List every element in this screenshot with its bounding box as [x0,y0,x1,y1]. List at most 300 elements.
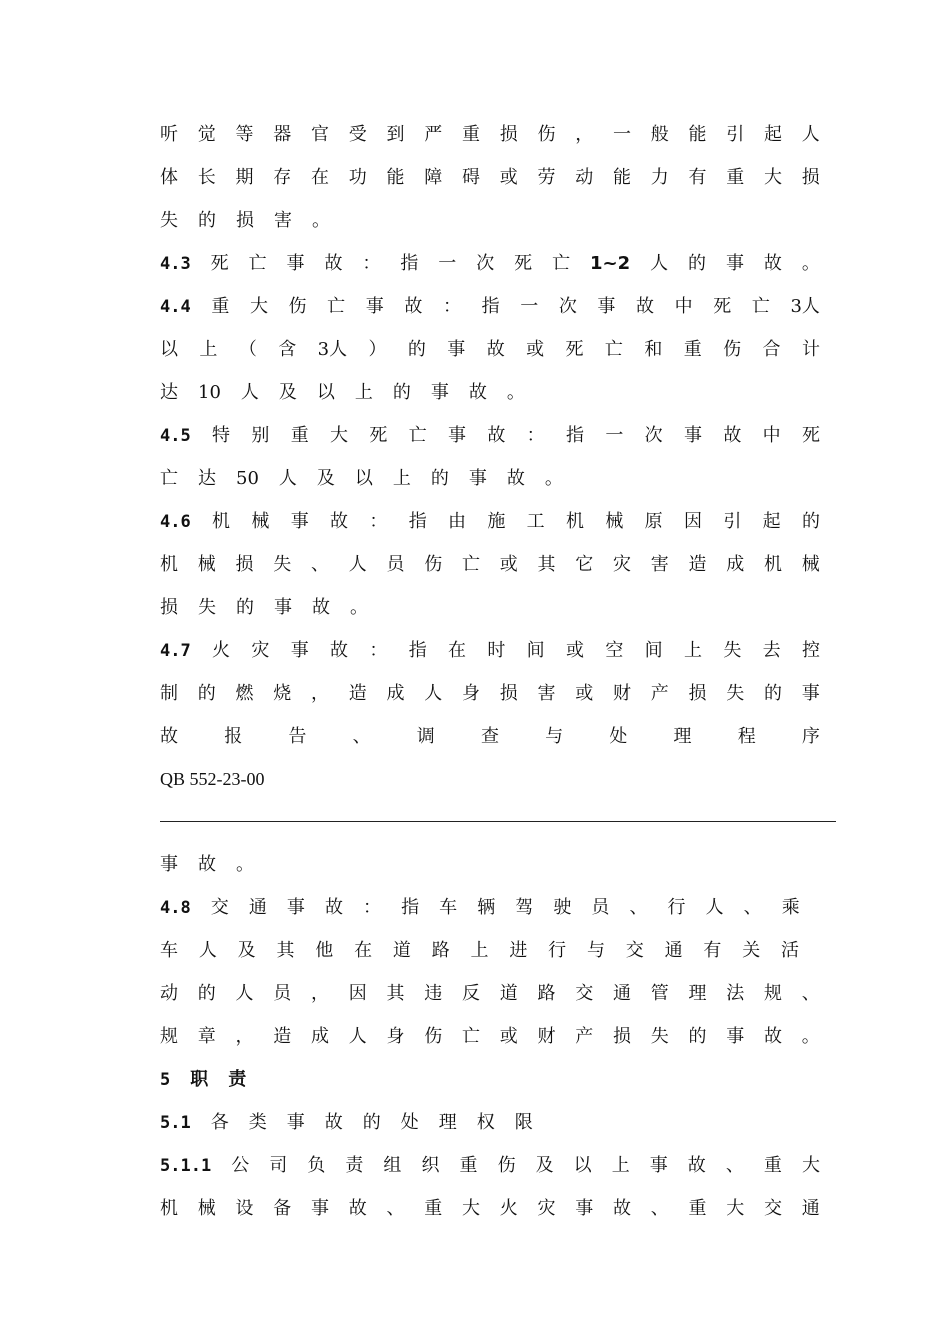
text-token: 成 [311,1026,329,1047]
text-token: 有 [703,940,722,961]
text-token: 般 [650,124,669,145]
text-token: 查 [480,726,499,747]
text-token: 司 [269,1155,288,1176]
text-token: 的 [688,1026,707,1047]
text-token: 亡 [248,253,267,274]
text-token: 人 [240,382,259,403]
text-line [160,421,820,451]
text-token: 达 [198,468,216,489]
text-token: 故 [198,854,216,875]
text-token: 财 [537,1026,556,1047]
text-line [160,249,820,279]
text-token: 次 [476,253,495,274]
text-token: 达 [160,382,178,403]
text-token: 能 [688,124,707,145]
text-token: 或 [499,167,518,188]
text-line [160,378,820,408]
text-token: 限 [514,1112,533,1133]
text-token: 指 [400,253,419,274]
text-token: 重 [211,296,230,317]
text-token: 各 [210,1112,229,1133]
text-token: 事 [726,1026,745,1047]
text-token: 人 [705,897,724,918]
text-token: 损 [688,683,707,704]
text-token: 故 [763,253,782,274]
text-token: 4.4 [160,297,191,317]
text-token: 人 [235,983,254,1004]
text-token: 故 [486,339,505,360]
text-line [160,335,820,365]
text-token: 觉 [197,124,216,145]
text-token: 事 [725,253,744,274]
text-token: 事 [683,425,702,446]
text-line [160,464,820,494]
text-token: 与 [586,940,605,961]
text-token: 以 [354,468,373,489]
text-token: 处 [400,1112,419,1133]
text-token: 灾 [537,1198,556,1219]
text-token: 1~2 [590,253,631,274]
text-token: 的 [362,1112,381,1133]
text-token: 员 [386,554,405,575]
text-token: 因 [348,983,367,1004]
text-token: 亡 [462,554,480,575]
text-token: 的 [197,983,216,1004]
text-token: 到 [386,124,405,145]
text-token: 的 [688,253,707,274]
text-token: 。 [801,253,820,274]
text-token: 事 [286,253,305,274]
text-token: 或 [499,554,518,575]
text-token: 道 [499,983,518,1004]
text-token: 故 [764,1026,782,1047]
text-token: 人 [348,554,367,575]
text-token: 听 [160,124,178,145]
text-token: 长 [197,167,216,188]
text-token: 事 [160,854,178,875]
text-token: 的 [407,339,426,360]
text-token: 机 [160,554,178,575]
text-token: 故 [324,253,343,274]
text-token: 大 [726,1198,745,1219]
text-token: ， [575,124,594,145]
text-token: 故 [404,296,423,317]
text-token: 火 [212,640,231,661]
text-token: 体 [160,167,178,188]
text-token: 死 [210,253,229,274]
text-token: 人 [424,683,443,704]
text-token: 器 [273,124,292,145]
text-token: 合 [762,339,781,360]
text-token: 因 [683,511,702,532]
text-token: 、 [629,897,648,918]
text-token: 通 [613,983,631,1004]
text-token: 起 [762,511,781,532]
text-token: 亡 [408,425,427,446]
text-token: 失 [726,683,745,704]
text-token: 失 [723,640,742,661]
text-token: 路 [431,940,450,961]
text-token: 存 [273,167,292,188]
text-token: 故 [468,382,487,403]
text-token: 及 [316,468,335,489]
text-token: 。 [506,382,525,403]
text-token: ： [362,253,381,274]
text-token: ： [369,640,388,661]
text-token: 重 [688,1198,707,1219]
text-token: 害 [537,683,556,704]
text-token: 伤 [497,1155,516,1176]
text-token: 机 [212,511,231,532]
text-token: 上 [611,1155,630,1176]
text-token: 死 [713,296,732,317]
text-token: 故 [324,1112,343,1133]
text-token: 5 [160,1070,171,1090]
text-token: 理 [688,983,707,1004]
text-token: 死 [514,253,533,274]
text-token: 损 [499,124,518,145]
text-token: 故 [324,897,343,918]
text-token: 的 [430,468,449,489]
text-line [160,679,820,709]
text-token: 间 [644,640,663,661]
text-token: 故 [348,1198,367,1219]
text-token: 动 [575,167,594,188]
text-token: ， [311,983,329,1004]
text-token: 亡 [327,296,346,317]
text-token: 责 [345,1155,364,1176]
text-token: 械 [197,554,216,575]
text-token: 身 [386,1026,405,1047]
text-token: ） [368,339,387,360]
text-token: 故 [613,1198,631,1219]
text-line [160,163,820,193]
text-token: 失 [273,554,292,575]
text-line [160,206,820,236]
text-token: 起 [764,124,782,145]
text-token: 亡 [160,468,178,489]
text-token: 大 [462,1198,480,1219]
text-token: 伤 [288,296,307,317]
text-token: 去 [762,640,781,661]
text-token: 损 [499,683,518,704]
text-line [160,507,820,537]
text-line [160,979,820,1009]
text-token: 10 [198,382,221,403]
text-token: 碍 [462,167,480,188]
text-token: 事 [286,1112,305,1133]
text-token: 机 [160,1198,178,1219]
text-token: 50 [236,468,259,489]
text-token: 工 [526,511,545,532]
text-line [160,120,820,150]
text-token: 其 [386,983,405,1004]
text-token: ， [235,1026,254,1047]
text-token: 损 [801,167,820,188]
text-token: 亡 [462,1026,480,1047]
text-token: 的 [764,683,782,704]
text-token: 设 [235,1198,254,1219]
text-token: 以 [316,382,335,403]
text-token: 产 [650,683,669,704]
text-token: 的 [236,597,254,618]
text-token: 事 [290,640,309,661]
text-token: 伤 [424,1026,443,1047]
text-token: 事 [274,597,292,618]
text-token: 、 [650,1198,669,1219]
text-token: 上 [683,640,702,661]
text-token: 障 [424,167,443,188]
text-token: 人 [198,940,217,961]
text-token: 他 [315,940,334,961]
text-token: 中 [762,425,781,446]
text-token: 燃 [235,683,254,704]
text-token: 。 [312,210,330,231]
text-token: 火 [499,1198,518,1219]
text-token: 路 [537,983,556,1004]
text-token: 原 [644,511,663,532]
text-token: 械 [251,511,270,532]
text-token: 以 [573,1155,592,1176]
text-token: 死 [369,425,388,446]
text-token: 进 [509,940,528,961]
text-line [160,1065,820,1095]
text-token: 故 [487,425,506,446]
text-token: 伤 [537,124,556,145]
text-token: 制 [160,683,178,704]
text-token: 组 [383,1155,402,1176]
text-token: 动 [160,983,178,1004]
text-token: 力 [650,167,669,188]
text-token: 或 [499,1026,518,1047]
text-token: 调 [416,726,435,747]
text-token: 反 [462,983,480,1004]
text-token: 财 [613,683,631,704]
text-token: 事 [801,683,820,704]
text-line [160,292,820,322]
text-token: 造 [688,554,707,575]
text-token: 重 [424,1198,443,1219]
text-token: 备 [273,1198,292,1219]
text-token: 特 [212,425,231,446]
text-token: 亡 [552,253,571,274]
text-token: 大 [801,1155,820,1176]
text-token: 人 [801,124,820,145]
text-token: 期 [235,167,254,188]
text-line [160,1022,820,1052]
text-token: 。 [350,597,368,618]
document-code: QB 552-23-00 [160,769,265,789]
text-token: 3人 [790,296,820,317]
text-token: 或 [575,683,594,704]
text-token: 、 [311,554,329,575]
text-token: 或 [566,640,584,661]
text-token: 施 [487,511,506,532]
text-token: 章 [197,1026,216,1047]
text-token: 引 [723,511,742,532]
text-token: 间 [526,640,545,661]
text-token: 交 [625,940,644,961]
text-token: 烧 [273,683,292,704]
text-token: 械 [197,1198,216,1219]
text-token: 的 [392,382,411,403]
text-token: 类 [248,1112,267,1133]
text-line [160,593,820,623]
text-token: 别 [251,425,270,446]
text-token: 以 [160,339,178,360]
text-token: 失 [650,1026,669,1047]
text-line [160,722,820,752]
text-token: 劳 [537,167,556,188]
text-token: 事 [575,1198,594,1219]
text-token: 。 [801,1026,820,1047]
text-token: 法 [726,983,745,1004]
text-token: 控 [801,640,820,661]
text-token: 及 [535,1155,554,1176]
text-token: （ [238,339,257,360]
text-token: 4.3 [160,254,191,274]
text-token: 事 [290,511,309,532]
text-token: 的 [801,511,820,532]
text-token: 在 [448,640,467,661]
text-token: 、 [386,1198,405,1219]
text-token: 交 [575,983,594,1004]
text-token: 织 [421,1155,440,1176]
text-token: 理 [438,1112,457,1133]
text-token: 严 [424,124,443,145]
text-token: 乘 [781,897,800,918]
text-token: 造 [348,683,367,704]
text-token: 规 [764,983,782,1004]
text-token: 引 [726,124,745,145]
text-token: 事 [468,468,487,489]
text-token: 行 [667,897,686,918]
text-token: 失 [198,597,216,618]
text-line [160,850,820,880]
text-token: 管 [650,983,669,1004]
text-token: 处 [609,726,628,747]
text-token: 交 [764,1198,782,1219]
text-token: 损 [236,210,254,231]
text-token: 大 [330,425,349,446]
text-token: 上 [354,382,373,403]
text-token: 理 [673,726,692,747]
text-token: 故 [506,468,525,489]
text-token: 与 [545,726,564,747]
text-token: 4.7 [160,641,191,661]
text-token: 伤 [723,339,742,360]
text-token: 、 [352,726,371,747]
text-token: 事 [365,296,384,317]
text-token: 事 [448,425,467,446]
text-token: 伤 [424,554,443,575]
text-token: 活 [781,940,799,961]
text-token: 产 [575,1026,594,1047]
text-token: 车 [439,897,458,918]
text-token: 害 [274,210,292,231]
text-token: 重 [459,1155,478,1176]
text-token: 损 [613,1026,631,1047]
text-token: 驶 [553,897,572,918]
text-token: 械 [801,554,820,575]
text-token: 一 [613,124,631,145]
text-token: 上 [392,468,411,489]
text-token: 失 [160,210,178,231]
text-token: 上 [199,339,218,360]
text-token: ， [311,683,329,704]
text-token: 4.5 [160,426,191,446]
text-token: 等 [235,124,254,145]
text-token: 大 [764,167,782,188]
text-token: 人 [650,253,669,274]
text-token: 权 [476,1112,495,1133]
text-token: 辆 [477,897,496,918]
text-token: 报 [224,726,243,747]
text-token: 能 [386,167,405,188]
text-token: 在 [354,940,373,961]
text-token: 和 [644,339,663,360]
text-token: 指 [481,296,500,317]
text-token: 、 [801,983,820,1004]
text-token: 故 [160,726,178,747]
text-token: 规 [160,1026,178,1047]
text-token: 重 [683,339,702,360]
text-token: 身 [462,683,480,704]
text-token: 一 [605,425,624,446]
text-token: ： [526,425,545,446]
text-token: 死 [565,339,584,360]
text-token: 人 [278,468,297,489]
text-token: 通 [801,1198,820,1219]
text-token: 上 [470,940,489,961]
text-token: 驾 [515,897,534,918]
text-token: 责 [228,1069,247,1090]
text-token: 功 [348,167,367,188]
text-token: 指 [408,640,427,661]
text-token: 指 [566,425,584,446]
text-token: 成 [386,683,405,704]
text-token: 亡 [751,296,770,317]
text-token: 受 [348,124,367,145]
text-token: 员 [591,897,610,918]
text-token: 次 [558,296,577,317]
text-token: 损 [235,554,254,575]
text-token: 故 [687,1155,706,1176]
text-token: ： [363,897,382,918]
text-token: 重 [290,425,309,446]
text-token: 计 [801,339,820,360]
text-token: 员 [273,983,292,1004]
text-token: 造 [273,1026,292,1047]
text-token: 。 [236,854,254,875]
text-token: 成 [726,554,745,575]
text-token: 告 [288,726,307,747]
text-token: 4.8 [160,898,191,918]
text-token: 5.1 [160,1113,191,1133]
text-token: 害 [650,554,669,575]
text-token: 事 [649,1155,668,1176]
text-token: 通 [248,897,267,918]
text-token: 灾 [613,554,631,575]
text-token: 机 [566,511,584,532]
text-token: 行 [548,940,567,961]
text-token: 一 [520,296,539,317]
text-token: 空 [605,640,624,661]
text-line [160,1108,820,1138]
text-token: 次 [644,425,663,446]
text-token: 损 [160,597,178,618]
text-line [160,636,820,666]
